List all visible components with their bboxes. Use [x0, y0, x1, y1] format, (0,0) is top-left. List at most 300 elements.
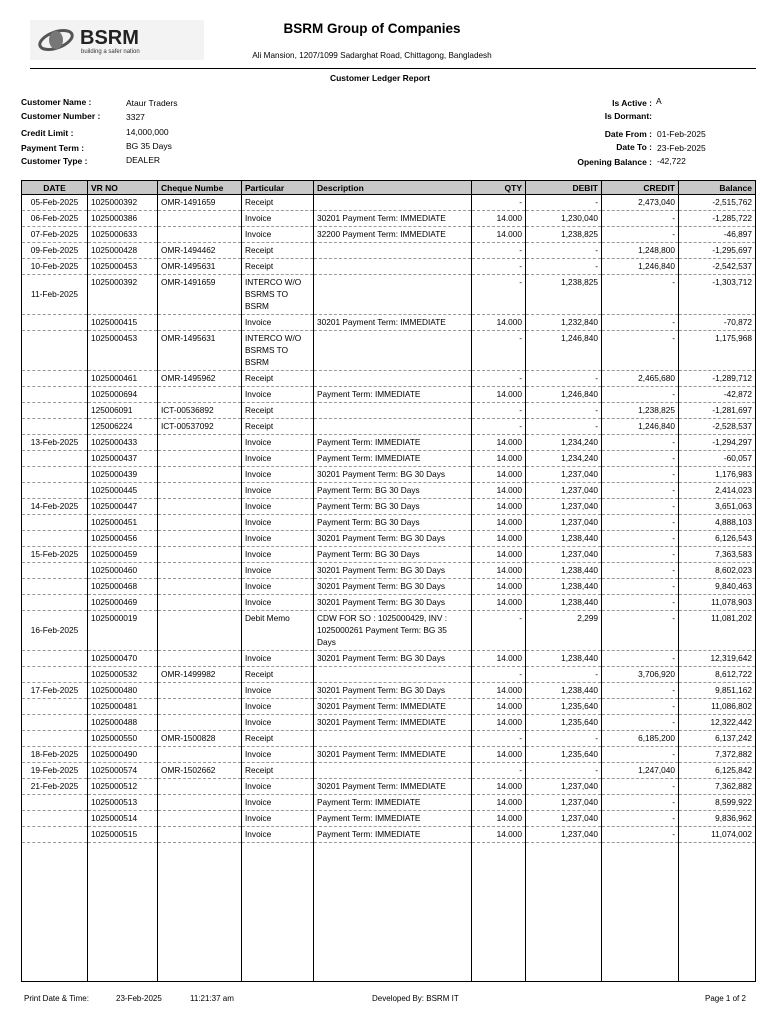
- cell-particular: Receipt: [242, 195, 314, 211]
- cell-debit: -: [526, 371, 602, 387]
- cell-credit: -: [602, 227, 679, 243]
- cell-debit: 1,235,640: [526, 699, 602, 715]
- cell-balance: 3,651,063: [679, 499, 756, 515]
- cell-balance: 1,176,983: [679, 467, 756, 483]
- cell-vr-no: 1025000461: [88, 371, 158, 387]
- table-row: [22, 515, 756, 531]
- cell-description: [314, 195, 472, 211]
- table-row: [22, 779, 756, 795]
- cell-balance: 11,074,002: [679, 827, 756, 843]
- cell-cheque: [158, 547, 242, 563]
- cell-description: Payment Term: IMMEDIATE: [314, 435, 472, 451]
- cell-date: 17-Feb-2025: [22, 683, 88, 699]
- table-row: [22, 483, 756, 499]
- cell-cheque: [158, 563, 242, 579]
- col-cheque: Cheque Numbe: [158, 181, 242, 195]
- cell-date: [22, 563, 88, 579]
- table-row: [22, 259, 756, 275]
- cell-particular: Invoice: [242, 795, 314, 811]
- cell-vr-no: 1025000574: [88, 763, 158, 779]
- table-row: [22, 331, 756, 371]
- cell-cheque: OMR-1499982: [158, 667, 242, 683]
- cell-cheque: [158, 531, 242, 547]
- cell-date: [22, 403, 88, 419]
- cell-description: Payment Term: BG 30 Days: [314, 547, 472, 563]
- cell-particular: Invoice: [242, 747, 314, 763]
- cell-debit: 1,238,440: [526, 651, 602, 667]
- cell-credit: -: [602, 579, 679, 595]
- table-row: [22, 683, 756, 699]
- table-row: [22, 435, 756, 451]
- filler-cell: [314, 843, 472, 982]
- cell-vr-no: 1025000480: [88, 683, 158, 699]
- cell-qty: 14.000: [472, 467, 526, 483]
- cell-credit: -: [602, 451, 679, 467]
- cell-qty: 14.000: [472, 683, 526, 699]
- cell-debit: 1,246,840: [526, 331, 602, 371]
- cell-particular: Invoice: [242, 211, 314, 227]
- cell-cheque: [158, 611, 242, 651]
- page-number: Page 1 of 2: [705, 994, 746, 1003]
- cell-description: 30201 Payment Term: IMMEDIATE: [314, 315, 472, 331]
- cell-qty: 14.000: [472, 579, 526, 595]
- cell-particular: Invoice: [242, 563, 314, 579]
- cell-credit: -: [602, 795, 679, 811]
- table-row: [22, 763, 756, 779]
- cell-balance: 1,175,968: [679, 331, 756, 371]
- cell-description: CDW FOR SO : 1025000429, INV : 1025000261 Payment Term: BG 35 Days: [314, 611, 472, 651]
- cell-particular: Invoice: [242, 595, 314, 611]
- cell-vr-no: 125006224: [88, 419, 158, 435]
- cell-description: Payment Term: IMMEDIATE: [314, 795, 472, 811]
- cell-description: 30201 Payment Term: IMMEDIATE: [314, 779, 472, 795]
- cell-debit: 1,238,440: [526, 579, 602, 595]
- cell-date: 11-Feb-2025: [22, 275, 88, 315]
- cell-debit: -: [526, 731, 602, 747]
- payment-term-label: Payment Term :: [21, 143, 85, 153]
- cell-cheque: [158, 811, 242, 827]
- cell-particular: Receipt: [242, 763, 314, 779]
- col-qty: QTY: [472, 181, 526, 195]
- table-row: [22, 387, 756, 403]
- cell-particular: Invoice: [242, 683, 314, 699]
- cell-qty: 14.000: [472, 811, 526, 827]
- cell-credit: -: [602, 683, 679, 699]
- cell-cheque: [158, 483, 242, 499]
- cell-debit: 1,237,040: [526, 483, 602, 499]
- cell-cheque: [158, 227, 242, 243]
- is-active: A: [656, 96, 662, 106]
- cell-particular: Invoice: [242, 483, 314, 499]
- cell-credit: -: [602, 515, 679, 531]
- cell-vr-no: 1025000428: [88, 243, 158, 259]
- cell-debit: 1,237,040: [526, 467, 602, 483]
- cell-debit: 1,238,440: [526, 595, 602, 611]
- cell-vr-no: 1025000469: [88, 595, 158, 611]
- table-row: [22, 195, 756, 211]
- cell-description: 30201 Payment Term: BG 30 Days: [314, 579, 472, 595]
- cell-particular: Invoice: [242, 515, 314, 531]
- cell-balance: -1,285,722: [679, 211, 756, 227]
- cell-debit: 1,237,040: [526, 515, 602, 531]
- table-row: [22, 579, 756, 595]
- cell-description: [314, 243, 472, 259]
- cell-description: Payment Term: BG 30 Days: [314, 515, 472, 531]
- cell-date: [22, 419, 88, 435]
- cell-cheque: OMR-1495962: [158, 371, 242, 387]
- cell-debit: -: [526, 195, 602, 211]
- header-divider: [30, 68, 756, 69]
- cell-balance: -1,295,697: [679, 243, 756, 259]
- cell-balance: 12,322,442: [679, 715, 756, 731]
- cell-debit: 1,235,640: [526, 747, 602, 763]
- cell-credit: 1,248,800: [602, 243, 679, 259]
- cell-debit: 1,238,440: [526, 563, 602, 579]
- cell-description: 30201 Payment Term: BG 30 Days: [314, 595, 472, 611]
- table-row: [22, 499, 756, 515]
- cell-balance: 6,125,842: [679, 763, 756, 779]
- cell-vr-no: 1025000433: [88, 435, 158, 451]
- cell-cheque: [158, 595, 242, 611]
- cell-description: [314, 419, 472, 435]
- cell-qty: 14.000: [472, 651, 526, 667]
- logo-tagline: building a safer nation: [81, 49, 140, 55]
- table-row: [22, 403, 756, 419]
- table-row: [22, 371, 756, 387]
- customer-type: DEALER: [126, 155, 161, 165]
- cell-credit: 1,247,040: [602, 763, 679, 779]
- cell-cheque: [158, 467, 242, 483]
- cell-credit: -: [602, 435, 679, 451]
- cell-credit: -: [602, 827, 679, 843]
- cell-qty: 14.000: [472, 563, 526, 579]
- credit-limit-label: Credit Limit :: [21, 128, 74, 138]
- cell-balance: -1,281,697: [679, 403, 756, 419]
- cell-date: 16-Feb-2025: [22, 611, 88, 651]
- cell-particular: Receipt: [242, 259, 314, 275]
- cell-qty: 14.000: [472, 211, 526, 227]
- cell-vr-no: 1025000453: [88, 259, 158, 275]
- cell-description: [314, 763, 472, 779]
- table-row: [22, 563, 756, 579]
- cell-debit: 1,237,040: [526, 795, 602, 811]
- cell-credit: 2,473,040: [602, 195, 679, 211]
- cell-credit: -: [602, 275, 679, 315]
- cell-date: [22, 331, 88, 371]
- table-row: [22, 811, 756, 827]
- cell-debit: 1,235,640: [526, 715, 602, 731]
- cell-credit: -: [602, 747, 679, 763]
- cell-vr-no: 1025000392: [88, 275, 158, 315]
- cell-debit: 1,237,040: [526, 499, 602, 515]
- cell-date: 10-Feb-2025: [22, 259, 88, 275]
- cell-date: [22, 371, 88, 387]
- cell-debit: 1,238,825: [526, 227, 602, 243]
- filler-cell: [158, 843, 242, 982]
- cell-credit: -: [602, 715, 679, 731]
- cell-debit: 1,238,440: [526, 683, 602, 699]
- cell-vr-no: 1025000694: [88, 387, 158, 403]
- cell-balance: 8,599,922: [679, 795, 756, 811]
- cell-vr-no: 1025000392: [88, 195, 158, 211]
- cell-balance: -46,897: [679, 227, 756, 243]
- table-row: [22, 419, 756, 435]
- cell-credit: -: [602, 499, 679, 515]
- cell-qty: 14.000: [472, 715, 526, 731]
- cell-particular: Debit Memo: [242, 611, 314, 651]
- cell-description: 30201 Payment Term: IMMEDIATE: [314, 747, 472, 763]
- table-filler-row: [22, 843, 756, 982]
- cell-date: [22, 827, 88, 843]
- cell-date: 14-Feb-2025: [22, 499, 88, 515]
- cell-credit: 3,706,920: [602, 667, 679, 683]
- cell-vr-no: 1025000456: [88, 531, 158, 547]
- col-debit: DEBIT: [526, 181, 602, 195]
- cell-date: 06-Feb-2025: [22, 211, 88, 227]
- cell-cheque: ICT-00536892: [158, 403, 242, 419]
- date-to: 23-Feb-2025: [657, 143, 706, 153]
- cell-qty: -: [472, 611, 526, 651]
- cell-qty: 14.000: [472, 515, 526, 531]
- developed-by: Developed By: BSRM IT: [372, 994, 459, 1003]
- cell-cheque: [158, 715, 242, 731]
- cell-balance: 7,362,882: [679, 779, 756, 795]
- print-label: Print Date & Time:: [24, 994, 89, 1003]
- cell-balance: 4,888,103: [679, 515, 756, 531]
- cell-date: [22, 795, 88, 811]
- cell-balance: 6,137,242: [679, 731, 756, 747]
- cell-particular: Invoice: [242, 451, 314, 467]
- cell-description: [314, 403, 472, 419]
- customer-number-label: Customer Number :: [21, 111, 101, 121]
- cell-debit: 1,234,240: [526, 435, 602, 451]
- cell-date: [22, 595, 88, 611]
- cell-date: [22, 315, 88, 331]
- cell-vr-no: 1025000481: [88, 699, 158, 715]
- table-row: [22, 795, 756, 811]
- credit-limit: 14,000,000: [126, 127, 169, 137]
- cell-qty: -: [472, 275, 526, 315]
- cell-qty: -: [472, 195, 526, 211]
- table-row: [22, 315, 756, 331]
- cell-particular: Invoice: [242, 715, 314, 731]
- col-balance: Balance: [679, 181, 756, 195]
- table-row: [22, 243, 756, 259]
- cell-credit: -: [602, 779, 679, 795]
- cell-debit: -: [526, 259, 602, 275]
- cell-particular: Invoice: [242, 579, 314, 595]
- cell-cheque: [158, 651, 242, 667]
- customer-type-label: Customer Type :: [21, 156, 88, 166]
- cell-particular: Invoice: [242, 547, 314, 563]
- cell-credit: -: [602, 531, 679, 547]
- cell-qty: 14.000: [472, 227, 526, 243]
- cell-vr-no: 1025000488: [88, 715, 158, 731]
- cell-date: [22, 451, 88, 467]
- cell-description: Payment Term: IMMEDIATE: [314, 811, 472, 827]
- cell-debit: 1,246,840: [526, 387, 602, 403]
- cell-cheque: [158, 827, 242, 843]
- cell-balance: 11,078,903: [679, 595, 756, 611]
- cell-cheque: [158, 451, 242, 467]
- cell-balance: -2,515,762: [679, 195, 756, 211]
- cell-balance: -1,294,297: [679, 435, 756, 451]
- cell-description: [314, 667, 472, 683]
- cell-description: Payment Term: IMMEDIATE: [314, 387, 472, 403]
- cell-description: 30201 Payment Term: BG 30 Days: [314, 563, 472, 579]
- cell-particular: Invoice: [242, 699, 314, 715]
- col-credit: CREDIT: [602, 181, 679, 195]
- cell-qty: -: [472, 419, 526, 435]
- cell-date: [22, 731, 88, 747]
- cell-cheque: [158, 499, 242, 515]
- filler-cell: [472, 843, 526, 982]
- cell-description: [314, 371, 472, 387]
- cell-date: 19-Feb-2025: [22, 763, 88, 779]
- cell-qty: 14.000: [472, 547, 526, 563]
- cell-credit: 1,246,840: [602, 419, 679, 435]
- cell-particular: Invoice: [242, 499, 314, 515]
- cell-balance: -60,057: [679, 451, 756, 467]
- cell-balance: 8,602,023: [679, 563, 756, 579]
- cell-description: [314, 275, 472, 315]
- cell-particular: Invoice: [242, 435, 314, 451]
- cell-date: 09-Feb-2025: [22, 243, 88, 259]
- cell-cheque: [158, 315, 242, 331]
- cell-cheque: OMR-1494462: [158, 243, 242, 259]
- cell-description: [314, 331, 472, 371]
- cell-cheque: [158, 795, 242, 811]
- cell-debit: -: [526, 243, 602, 259]
- cell-description: 30201 Payment Term: BG 30 Days: [314, 531, 472, 547]
- cell-balance: 11,081,202: [679, 611, 756, 651]
- table-row: [22, 467, 756, 483]
- cell-debit: 1,237,040: [526, 547, 602, 563]
- report-title: Customer Ledger Report: [329, 73, 431, 83]
- cell-balance: -2,528,537: [679, 419, 756, 435]
- cell-date: 05-Feb-2025: [22, 195, 88, 211]
- ledger-table: [21, 180, 756, 982]
- cell-vr-no: 1025000019: [88, 611, 158, 651]
- cell-vr-no: 1025000468: [88, 579, 158, 595]
- table-row: [22, 715, 756, 731]
- cell-credit: -: [602, 611, 679, 651]
- cell-balance: 9,851,162: [679, 683, 756, 699]
- filler-cell: [602, 843, 679, 982]
- date-from-label: Date From :: [604, 129, 652, 139]
- cell-debit: -: [526, 763, 602, 779]
- cell-particular: Invoice: [242, 315, 314, 331]
- cell-qty: -: [472, 331, 526, 371]
- cell-cheque: [158, 515, 242, 531]
- cell-particular: Invoice: [242, 531, 314, 547]
- col-date: DATE: [22, 181, 88, 195]
- cell-date: [22, 531, 88, 547]
- col-particular: Particular: [242, 181, 314, 195]
- cell-debit: 1,237,040: [526, 779, 602, 795]
- table-row: [22, 227, 756, 243]
- cell-description: 30201 Payment Term: BG 30 Days: [314, 683, 472, 699]
- cell-date: 15-Feb-2025: [22, 547, 88, 563]
- cell-vr-no: 1025000512: [88, 779, 158, 795]
- table-row: [22, 531, 756, 547]
- cell-description: [314, 259, 472, 275]
- cell-debit: 1,238,440: [526, 531, 602, 547]
- cell-qty: 14.000: [472, 483, 526, 499]
- cell-cheque: OMR-1500828: [158, 731, 242, 747]
- cell-balance: 6,126,543: [679, 531, 756, 547]
- is-dormant-label: Is Dormant:: [604, 111, 652, 121]
- table-row: [22, 451, 756, 467]
- cell-description: Payment Term: IMMEDIATE: [314, 451, 472, 467]
- cell-balance: 7,363,583: [679, 547, 756, 563]
- table-row: [22, 699, 756, 715]
- cell-balance: 12,319,642: [679, 651, 756, 667]
- payment-term: BG 35 Days: [126, 141, 172, 151]
- cell-balance: -1,289,712: [679, 371, 756, 387]
- filler-cell: [88, 843, 158, 982]
- cell-vr-no: 1025000447: [88, 499, 158, 515]
- cell-date: [22, 651, 88, 667]
- cell-vr-no: 1025000550: [88, 731, 158, 747]
- table-row: [22, 747, 756, 763]
- cell-credit: 6,185,200: [602, 731, 679, 747]
- cell-qty: 14.000: [472, 699, 526, 715]
- cell-cheque: [158, 579, 242, 595]
- cell-qty: -: [472, 763, 526, 779]
- cell-vr-no: 1025000445: [88, 483, 158, 499]
- cell-cheque: [158, 683, 242, 699]
- table-row: [22, 275, 756, 315]
- cell-balance: 8,612,722: [679, 667, 756, 683]
- cell-description: 32200 Payment Term: IMMEDIATE: [314, 227, 472, 243]
- cell-description: 30201 Payment Term: IMMEDIATE: [314, 211, 472, 227]
- cell-particular: Invoice: [242, 387, 314, 403]
- cell-description: Payment Term: BG 30 Days: [314, 499, 472, 515]
- opening-balance-label: Opening Balance :: [577, 157, 652, 167]
- cell-debit: 1,237,040: [526, 811, 602, 827]
- cell-qty: -: [472, 403, 526, 419]
- cell-particular: Receipt: [242, 371, 314, 387]
- filler-cell: [526, 843, 602, 982]
- cell-balance: 11,086,802: [679, 699, 756, 715]
- table-row: [22, 211, 756, 227]
- cell-credit: -: [602, 699, 679, 715]
- filler-cell: [22, 843, 88, 982]
- col-vr-no: VR NO: [88, 181, 158, 195]
- cell-particular: Receipt: [242, 419, 314, 435]
- col-description: Description: [314, 181, 472, 195]
- cell-vr-no: 1025000470: [88, 651, 158, 667]
- cell-description: [314, 731, 472, 747]
- cell-particular: Receipt: [242, 731, 314, 747]
- cell-description: Payment Term: BG 30 Days: [314, 483, 472, 499]
- table-row: [22, 667, 756, 683]
- cell-particular: Invoice: [242, 651, 314, 667]
- cell-date: 07-Feb-2025: [22, 227, 88, 243]
- cell-particular: INTERCO W/O BSRMS TO BSRM: [242, 331, 314, 371]
- company-name: BSRM Group of Companies: [283, 21, 461, 36]
- cell-date: [22, 811, 88, 827]
- cell-vr-no: 1025000453: [88, 331, 158, 371]
- cell-cheque: OMR-1495631: [158, 331, 242, 371]
- cell-cheque: [158, 435, 242, 451]
- cell-date: [22, 667, 88, 683]
- cell-vr-no: 1025000490: [88, 747, 158, 763]
- cell-particular: Invoice: [242, 467, 314, 483]
- customer-name: Ataur Traders: [126, 98, 178, 108]
- date-to-label: Date To :: [616, 142, 652, 152]
